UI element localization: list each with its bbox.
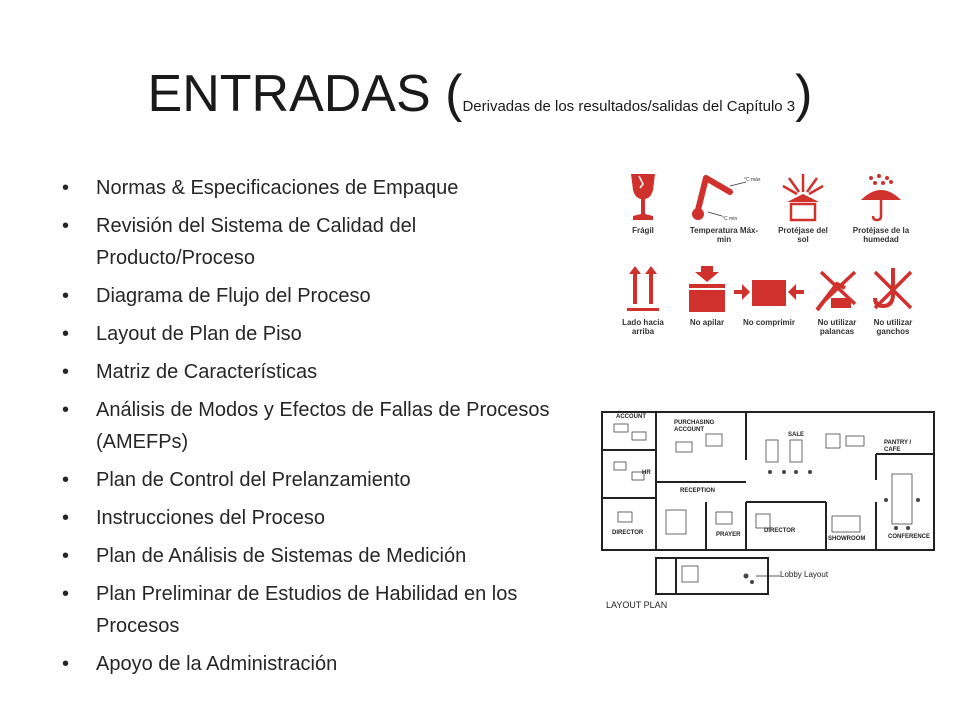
room-conference-label: CONFERENCE — [888, 534, 931, 540]
bullet-icon: • — [62, 323, 70, 345]
bullet-icon: • — [62, 583, 70, 605]
this-way-up-icon: Lado hacia arriba — [612, 264, 674, 336]
bullet-item: • Instrucciones del Proceso — [62, 502, 552, 534]
bullet-list — [62, 172, 552, 686]
title-main: ENTRADAS ( — [147, 65, 463, 123]
temp-max-label: °C máx — [744, 177, 761, 183]
humidity-protect-icon: Protéjase de la humedad — [850, 172, 912, 244]
room-prayer-label: PRAYER — [716, 532, 741, 538]
layout-plan-caption: LAYOUT PLAN — [606, 600, 668, 610]
bullet-item: • Revisión del Sistema de Calidad del Producto/Proceso — [62, 210, 552, 274]
no-levers-icon: No utilizar palancas — [806, 264, 868, 336]
floor-plan — [596, 410, 940, 620]
bullet-icon: • — [62, 399, 70, 421]
no-compress-icon: No comprimir — [732, 264, 806, 327]
bullet-item: • Normas & Especificaciones de Empaque — [62, 172, 552, 204]
room-director1-label: DIRECTOR — [612, 530, 644, 536]
fragile-icon: Frágil — [612, 172, 674, 235]
title-subtitle: Derivadas de los resultados/salidas del Capítulo 3 — [462, 98, 796, 115]
room-pantry-label: PANTRY / CAFE — [884, 440, 912, 453]
room-reception-label: RECEPTION — [680, 488, 716, 494]
no-stack-icon: No apilar — [676, 264, 738, 327]
room-account-label: ACCOUNT — [616, 414, 646, 420]
sun-protect-icon: Protéjase del sol — [772, 172, 834, 244]
lobby-layout-label: Lobby Layout — [780, 570, 829, 579]
bullet-item: • Diagrama de Flujo del Proceso — [62, 280, 552, 312]
no-hooks-icon: No utilizar ganchos — [862, 264, 924, 336]
room-director2-label: DIRECTOR — [764, 528, 796, 534]
bullet-icon: • — [62, 469, 70, 491]
packaging-symbols — [612, 172, 922, 350]
room-showroom-label: SHOWROOM — [828, 536, 866, 542]
bullet-icon: • — [62, 215, 70, 237]
title-close: ) — [795, 65, 813, 123]
temp-min-label: °C mín — [722, 216, 738, 222]
room-sale-label: SALE — [788, 432, 805, 438]
bullet-item: • Plan Preliminar de Estudios de Habilidad en los Procesos — [62, 578, 552, 642]
bullet-item: • Layout de Plan de Piso — [62, 318, 552, 350]
bullet-icon: • — [62, 545, 70, 567]
bullet-item: • Plan de Análisis de Sistemas de Medición — [62, 540, 552, 572]
bullet-item: • Análisis de Modos y Efectos de Fallas de Procesos (AMEFPs) — [62, 394, 552, 458]
temperature-icon: °C máx °C mín Temperatura Máx-min — [689, 177, 761, 244]
bullet-icon: • — [62, 507, 70, 529]
bullet-item: • Apoyo de la Administración — [62, 648, 552, 680]
bullet-icon: • — [62, 653, 70, 675]
bullet-item: • Plan de Control del Prelanzamiento — [62, 464, 552, 496]
bullet-icon: • — [62, 285, 70, 307]
bullet-icon: • — [62, 177, 70, 199]
slide-title — [0, 58, 960, 143]
bullet-icon: • — [62, 361, 70, 383]
room-hr-label: HR — [642, 470, 651, 476]
room-purchasing-label: PURCHASING ACCOUNT — [674, 420, 715, 433]
bullet-item: • Matriz de Características — [62, 356, 552, 388]
